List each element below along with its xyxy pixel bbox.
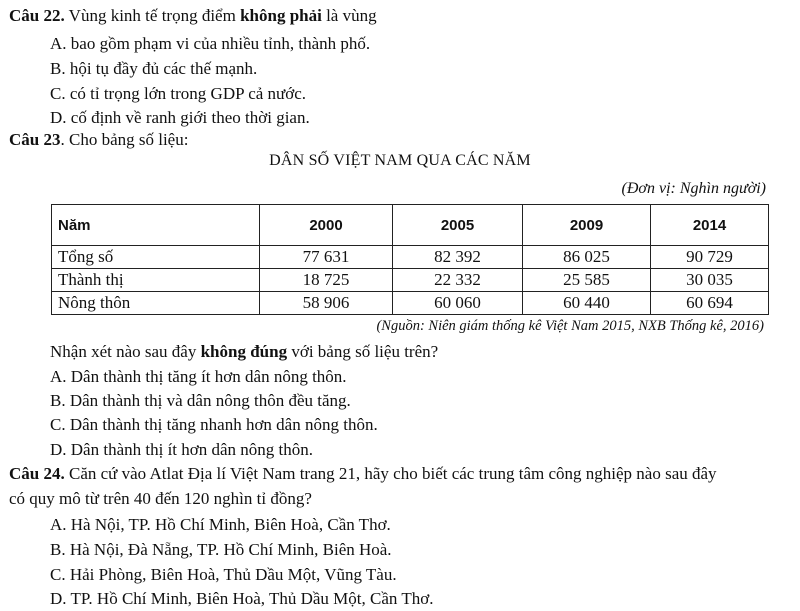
question-23-prompt-bold: không đúng	[200, 342, 288, 361]
question-22-option-b: B. hội tụ đầy đủ các thế mạnh.	[50, 59, 258, 78]
table-cell: 60 694	[651, 292, 769, 315]
question-24-label: Câu 24.	[9, 464, 65, 483]
population-table	[51, 204, 769, 315]
question-22-stem-post: là vùng	[321, 6, 377, 25]
question-24-stem	[9, 464, 800, 484]
table-cell: 77 631	[260, 246, 393, 269]
table-cell: 22 332	[393, 269, 523, 292]
header-cell-2009: 2009	[523, 205, 651, 246]
table-cell: 25 585	[523, 269, 651, 292]
question-23-stem-text: . Cho bảng số liệu:	[60, 130, 189, 149]
header-cell-2014: 2014	[651, 205, 769, 246]
question-23-prompt-pre: Nhận xét nào sau đây	[50, 342, 201, 361]
question-22-stem	[9, 6, 377, 26]
table-source: (Nguồn: Niên giám thống kê Việt Nam 2015, NXB Thống kê, 2016)	[376, 318, 764, 334]
question-23-option-b: B. Dân thành thị và dân nông thôn đều tăng.	[50, 391, 351, 410]
question-23-option-d: D. Dân thành thị ít hơn dân nông thôn.	[50, 440, 314, 459]
table-cell: 30 035	[651, 269, 769, 292]
question-24-stem-line1: Căn cứ vào Atlat Địa lí Việt Nam trang 21, hãy cho biết các trung tâm công nghiệp nào sau đây	[64, 464, 717, 483]
question-23-option-c: C. Dân thành thị tăng nhanh hơn dân nông thôn.	[50, 415, 378, 434]
table-cell: Nông thôn	[52, 292, 260, 315]
question-22-stem-bold: không phải	[240, 6, 322, 25]
table-cell: 60 060	[393, 292, 523, 315]
table-cell: 86 025	[523, 246, 651, 269]
table-cell: 58 906	[260, 292, 393, 315]
table-header-row	[52, 205, 769, 246]
table-cell: 18 725	[260, 269, 393, 292]
header-cell-2005: 2005	[393, 205, 523, 246]
table-row	[52, 269, 769, 292]
table-cell: 82 392	[393, 246, 523, 269]
question-22-label: Câu 22.	[9, 6, 65, 25]
question-23-option-a: A. Dân thành thị tăng ít hơn dân nông thôn.	[50, 367, 347, 386]
table-cell: 60 440	[523, 292, 651, 315]
header-cell-year: Năm	[52, 205, 260, 246]
question-23-stem	[9, 130, 188, 150]
table-cell: Tổng số	[52, 246, 260, 269]
table-unit: (Đơn vị: Nghìn người)	[621, 180, 766, 197]
question-23-prompt-post: với bảng số liệu trên?	[287, 342, 439, 361]
header-cell-2000: 2000	[260, 205, 393, 246]
question-22-stem-pre: Vùng kinh tế trọng điểm	[64, 6, 241, 25]
question-22-option-a: A. bao gồm phạm vi của nhiều tỉnh, thành phố.	[50, 34, 371, 53]
table-row	[52, 246, 769, 269]
question-24-option-b: B. Hà Nội, Đà Nẵng, TP. Hồ Chí Minh, Biên Hoà.	[50, 540, 392, 559]
question-24-option-a: A. Hà Nội, TP. Hồ Chí Minh, Biên Hoà, Cần Thơ.	[50, 515, 391, 534]
question-24-stem-line2: có quy mô từ trên 40 đến 120 nghìn tỉ đồng?	[9, 489, 312, 508]
table-cell: Thành thị	[52, 269, 260, 292]
question-24-option-d: D. TP. Hồ Chí Minh, Biên Hoà, Thủ Dầu Một, Cần Thơ.	[50, 589, 434, 608]
table-cell: 90 729	[651, 246, 769, 269]
table-title: DÂN SỐ VIỆT NAM QUA CÁC NĂM	[269, 152, 531, 169]
question-24-option-c: C. Hải Phòng, Biên Hoà, Thủ Dầu Một, Vũng Tàu.	[50, 565, 397, 584]
question-22-option-c: C. có tỉ trọng lớn trong GDP cả nước.	[50, 84, 307, 103]
question-22-option-d: D. cố định về ranh giới theo thời gian.	[50, 108, 310, 127]
table-row	[52, 292, 769, 315]
question-23-prompt	[50, 342, 438, 362]
question-23-label: Câu 23	[9, 130, 61, 149]
